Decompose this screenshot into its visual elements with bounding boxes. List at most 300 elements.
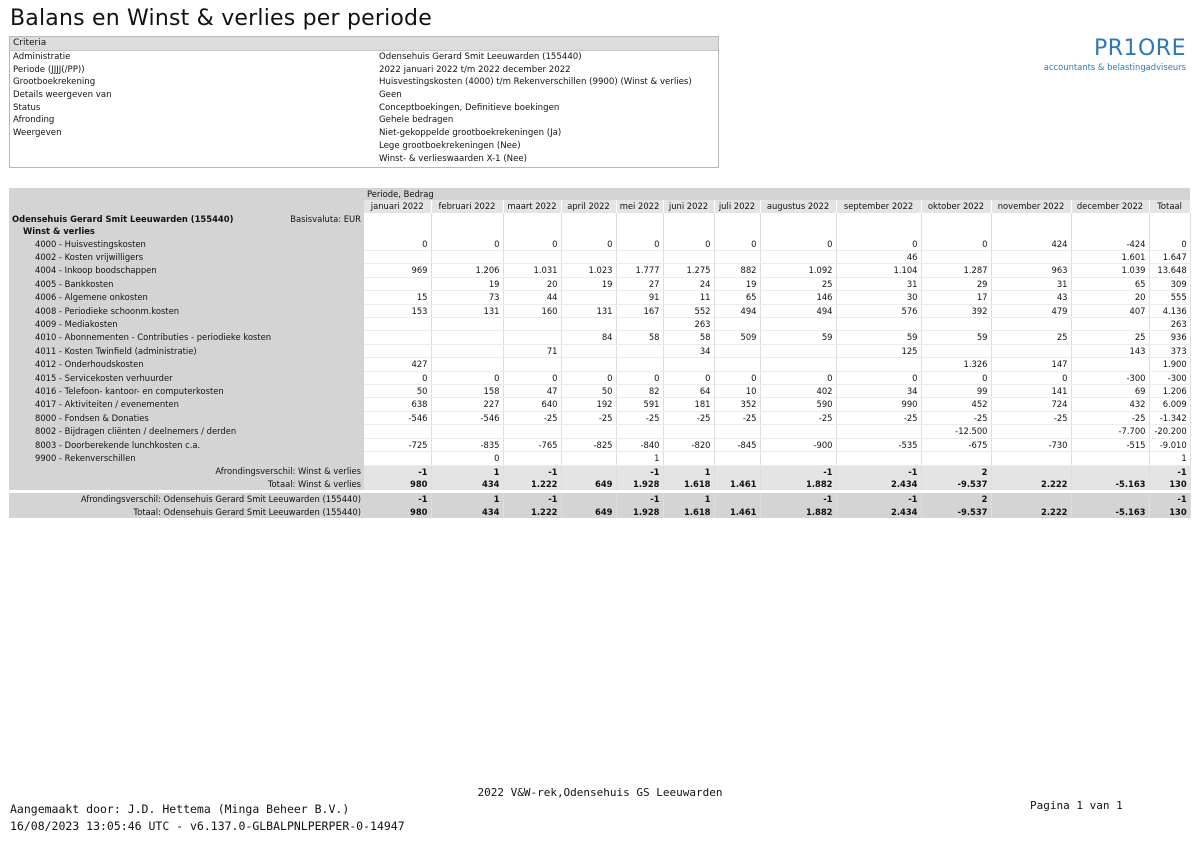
amount-cell: 555 bbox=[1149, 291, 1190, 304]
column-header: december 2022 bbox=[1071, 200, 1149, 212]
amount-cell: 0 bbox=[714, 238, 760, 251]
amount-cell: -300 bbox=[1149, 371, 1190, 384]
amount-cell: -840 bbox=[616, 438, 663, 451]
amount-cell bbox=[616, 344, 663, 357]
amount-cell bbox=[760, 251, 836, 264]
empty-cell bbox=[503, 213, 561, 225]
amount-cell: 50 bbox=[364, 385, 431, 398]
amount-cell: -25 bbox=[991, 411, 1071, 424]
amount-cell: -546 bbox=[364, 411, 431, 424]
account-label: 8003 - Doorberekende lunchkosten c.a. bbox=[9, 438, 364, 451]
account-label: 4004 - Inkoop boodschappen bbox=[9, 264, 364, 277]
amount-cell: -300 bbox=[1071, 371, 1149, 384]
amount-cell: -845 bbox=[714, 438, 760, 451]
amount-cell: 19 bbox=[431, 277, 503, 290]
amount-cell: 494 bbox=[760, 304, 836, 317]
amount-cell bbox=[921, 318, 991, 331]
account-label: 4009 - Mediakosten bbox=[9, 318, 364, 331]
criteria-key bbox=[10, 140, 379, 153]
criteria-row bbox=[10, 140, 718, 153]
amount-cell: 1.882 bbox=[760, 478, 836, 490]
criteria-row bbox=[10, 102, 718, 115]
amount-cell: 2.222 bbox=[991, 506, 1071, 518]
amount-cell: 46 bbox=[836, 251, 921, 264]
amount-cell bbox=[431, 331, 503, 344]
amount-cell: 1.104 bbox=[836, 264, 921, 277]
amount-cell: 11 bbox=[663, 291, 714, 304]
amount-cell bbox=[991, 318, 1071, 331]
criteria-row bbox=[10, 64, 718, 77]
amount-cell: 153 bbox=[364, 304, 431, 317]
empty-cell bbox=[714, 225, 760, 237]
amount-cell: -1 bbox=[760, 465, 836, 478]
amount-cell bbox=[1071, 358, 1149, 371]
amount-cell: -1 bbox=[836, 465, 921, 478]
criteria-key: Weergeven bbox=[13, 128, 62, 139]
empty-cell bbox=[663, 225, 714, 237]
org-row bbox=[9, 213, 1190, 225]
subtotal-row bbox=[9, 478, 1190, 490]
amount-cell: 591 bbox=[616, 398, 663, 411]
amount-cell bbox=[616, 318, 663, 331]
column-header: september 2022 bbox=[836, 200, 921, 212]
amount-cell bbox=[561, 465, 616, 478]
amount-cell bbox=[616, 425, 663, 438]
amount-cell: 82 bbox=[616, 385, 663, 398]
grandtotal-rounding-row bbox=[9, 493, 1190, 505]
amount-cell: 0 bbox=[714, 371, 760, 384]
amount-cell bbox=[836, 452, 921, 465]
amount-cell: 31 bbox=[991, 277, 1071, 290]
amount-cell bbox=[836, 425, 921, 438]
amount-cell: 0 bbox=[836, 238, 921, 251]
amount-cell: 4.136 bbox=[1149, 304, 1190, 317]
amount-cell: 0 bbox=[503, 238, 561, 251]
empty-cell bbox=[561, 225, 616, 237]
column-header: maart 2022 bbox=[503, 200, 561, 212]
amount-cell: -1 bbox=[836, 493, 921, 505]
amount-cell: 25 bbox=[991, 331, 1071, 344]
empty-cell bbox=[616, 225, 663, 237]
logo-tagline: accountants & belastingadviseurs bbox=[1043, 62, 1186, 72]
criteria-value: Conceptboekingen, Definitieve boekingen bbox=[379, 102, 560, 113]
amount-cell bbox=[663, 425, 714, 438]
amount-cell: -515 bbox=[1071, 438, 1149, 451]
column-header: juni 2022 bbox=[663, 200, 714, 212]
amount-cell bbox=[1071, 465, 1149, 478]
amount-cell: 181 bbox=[663, 398, 714, 411]
amount-cell: 1.039 bbox=[1071, 264, 1149, 277]
amount-cell: -25 bbox=[921, 411, 991, 424]
amount-cell: 432 bbox=[1071, 398, 1149, 411]
amount-cell: 71 bbox=[503, 344, 561, 357]
amount-cell: 407 bbox=[1071, 304, 1149, 317]
amount-cell: 0 bbox=[364, 238, 431, 251]
amount-cell bbox=[561, 251, 616, 264]
amount-cell: 59 bbox=[836, 331, 921, 344]
amount-cell: 0 bbox=[431, 238, 503, 251]
column-header: mei 2022 bbox=[616, 200, 663, 212]
amount-cell: -725 bbox=[364, 438, 431, 451]
section-row bbox=[9, 225, 1190, 237]
amount-cell: 1.461 bbox=[714, 506, 760, 518]
amount-cell: 1.326 bbox=[921, 358, 991, 371]
subtotal-rounding-row-label: Afrondingsverschil: Winst & verlies bbox=[9, 465, 364, 478]
amount-cell: 58 bbox=[663, 331, 714, 344]
column-header: juli 2022 bbox=[714, 200, 760, 212]
amount-cell: -675 bbox=[921, 438, 991, 451]
amount-cell: -1 bbox=[503, 493, 561, 505]
amount-cell bbox=[364, 277, 431, 290]
amount-cell: 402 bbox=[760, 385, 836, 398]
amount-cell bbox=[991, 493, 1071, 505]
amount-cell: -25 bbox=[760, 411, 836, 424]
amount-cell bbox=[503, 318, 561, 331]
amount-cell bbox=[836, 358, 921, 371]
criteria-value: Odensehuis Gerard Smit Leeuwarden (155440) bbox=[379, 52, 582, 62]
report-table bbox=[9, 188, 1191, 518]
criteria-key: Details weergeven van bbox=[13, 90, 112, 101]
criteria-value: Huisvestingskosten (4000) t/m Rekenverschillen (9900) (Winst & verlies) bbox=[379, 77, 692, 88]
amount-cell: 146 bbox=[760, 291, 836, 304]
criteria-key: Administratie bbox=[13, 52, 71, 62]
account-label: 4002 - Kosten vrijwilligers bbox=[9, 251, 364, 264]
amount-cell: 141 bbox=[991, 385, 1071, 398]
amount-cell: 424 bbox=[991, 238, 1071, 251]
amount-cell: 0 bbox=[663, 238, 714, 251]
account-label: 4005 - Bankkosten bbox=[9, 277, 364, 290]
amount-cell: 24 bbox=[663, 277, 714, 290]
logo-brand: PR1ORE bbox=[1093, 36, 1186, 61]
amount-cell: -25 bbox=[503, 411, 561, 424]
amount-cell bbox=[760, 452, 836, 465]
criteria-value: Gehele bedragen bbox=[379, 115, 454, 126]
amount-cell bbox=[431, 425, 503, 438]
amount-cell: 434 bbox=[431, 506, 503, 518]
amount-cell: 576 bbox=[836, 304, 921, 317]
amount-cell: 352 bbox=[714, 398, 760, 411]
amount-cell bbox=[714, 493, 760, 505]
amount-cell bbox=[1071, 493, 1149, 505]
amount-cell bbox=[714, 358, 760, 371]
header-row-period bbox=[9, 188, 1190, 200]
amount-cell: 65 bbox=[714, 291, 760, 304]
amount-cell: 649 bbox=[561, 506, 616, 518]
amount-cell: 31 bbox=[836, 277, 921, 290]
empty-cell bbox=[921, 213, 991, 225]
amount-cell bbox=[921, 452, 991, 465]
amount-cell bbox=[760, 358, 836, 371]
table-row bbox=[9, 264, 1190, 277]
amount-cell: 25 bbox=[1071, 331, 1149, 344]
amount-cell bbox=[760, 344, 836, 357]
table-row bbox=[9, 385, 1190, 398]
account-label: 4016 - Telefoon- kantoor- en computerkosten bbox=[9, 385, 364, 398]
criteria-value: Geen bbox=[379, 90, 402, 101]
currency-label: Basisvaluta: EUR bbox=[290, 213, 361, 224]
amount-cell: 1.777 bbox=[616, 264, 663, 277]
amount-cell: 0 bbox=[616, 371, 663, 384]
amount-cell: 0 bbox=[991, 371, 1071, 384]
amount-cell bbox=[364, 251, 431, 264]
empty-cell bbox=[836, 213, 921, 225]
amount-cell: 34 bbox=[836, 385, 921, 398]
amount-cell: 373 bbox=[1149, 344, 1190, 357]
column-header: februari 2022 bbox=[431, 200, 503, 212]
amount-cell bbox=[663, 251, 714, 264]
amount-cell bbox=[714, 344, 760, 357]
header-corner bbox=[9, 200, 364, 212]
amount-cell: -25 bbox=[616, 411, 663, 424]
amount-cell: 130 bbox=[1149, 506, 1190, 518]
empty-cell bbox=[1149, 213, 1190, 225]
grandtotal-row-label: Totaal: Odensehuis Gerard Smit Leeuwarden (155440) bbox=[9, 506, 364, 518]
amount-cell bbox=[991, 344, 1071, 357]
amount-cell: 29 bbox=[921, 277, 991, 290]
amount-cell: -1 bbox=[1149, 465, 1190, 478]
criteria-row bbox=[10, 89, 718, 102]
column-header: augustus 2022 bbox=[760, 200, 836, 212]
amount-cell: -835 bbox=[431, 438, 503, 451]
amount-cell: -25 bbox=[561, 411, 616, 424]
amount-cell: 64 bbox=[663, 385, 714, 398]
empty-cell bbox=[561, 213, 616, 225]
table-row bbox=[9, 344, 1190, 357]
amount-cell: -1 bbox=[616, 493, 663, 505]
amount-cell: 131 bbox=[561, 304, 616, 317]
amount-cell bbox=[663, 452, 714, 465]
account-label: 8002 - Bijdragen cliënten / deelnemers / derden bbox=[9, 425, 364, 438]
amount-cell: 1.206 bbox=[1149, 385, 1190, 398]
page-title: Balans en Winst & verlies per periode bbox=[10, 6, 432, 31]
amount-cell bbox=[431, 318, 503, 331]
amount-cell: 130 bbox=[1149, 478, 1190, 490]
amount-cell bbox=[714, 318, 760, 331]
amount-cell: 980 bbox=[364, 506, 431, 518]
footer-page-number: Pagina 1 van 1 bbox=[1030, 799, 1123, 812]
amount-cell: 0 bbox=[663, 371, 714, 384]
amount-cell: 143 bbox=[1071, 344, 1149, 357]
table-row bbox=[9, 277, 1190, 290]
amount-cell bbox=[616, 358, 663, 371]
empty-cell bbox=[991, 213, 1071, 225]
empty-cell bbox=[364, 225, 431, 237]
amount-cell: 1.275 bbox=[663, 264, 714, 277]
amount-cell: 19 bbox=[561, 277, 616, 290]
period-header: Periode, Bedrag bbox=[364, 188, 1190, 200]
amount-cell: 59 bbox=[760, 331, 836, 344]
amount-cell bbox=[561, 291, 616, 304]
amount-cell: 65 bbox=[1071, 277, 1149, 290]
account-label: 4012 - Onderhoudskosten bbox=[9, 358, 364, 371]
amount-cell bbox=[503, 425, 561, 438]
amount-cell: 434 bbox=[431, 478, 503, 490]
amount-cell: -900 bbox=[760, 438, 836, 451]
amount-cell: -12.500 bbox=[921, 425, 991, 438]
amount-cell: -825 bbox=[561, 438, 616, 451]
empty-cell bbox=[1149, 225, 1190, 237]
amount-cell: 19 bbox=[714, 277, 760, 290]
amount-cell: 0 bbox=[431, 371, 503, 384]
amount-cell: 0 bbox=[836, 371, 921, 384]
footer-created-by: Aangemaakt door: J.D. Hettema (Minga Beheer B.V.) bbox=[10, 802, 350, 816]
amount-cell: 552 bbox=[663, 304, 714, 317]
amount-cell: 263 bbox=[1149, 318, 1190, 331]
criteria-row bbox=[10, 114, 718, 127]
amount-cell: 427 bbox=[364, 358, 431, 371]
amount-cell: -25 bbox=[714, 411, 760, 424]
amount-cell: 0 bbox=[1149, 238, 1190, 251]
amount-cell: -25 bbox=[836, 411, 921, 424]
amount-cell bbox=[364, 452, 431, 465]
amount-cell: -1 bbox=[364, 465, 431, 478]
amount-cell: 1.092 bbox=[760, 264, 836, 277]
amount-cell: -1 bbox=[760, 493, 836, 505]
amount-cell: 640 bbox=[503, 398, 561, 411]
criteria-row bbox=[10, 153, 718, 166]
table-row bbox=[9, 331, 1190, 344]
amount-cell: 58 bbox=[616, 331, 663, 344]
amount-cell bbox=[503, 251, 561, 264]
amount-cell: 1 bbox=[616, 452, 663, 465]
amount-cell: -9.010 bbox=[1149, 438, 1190, 451]
amount-cell: -1 bbox=[1149, 493, 1190, 505]
criteria-key: Grootboekrekening bbox=[13, 77, 96, 88]
table-row bbox=[9, 318, 1190, 331]
amount-cell: 590 bbox=[760, 398, 836, 411]
amount-cell bbox=[991, 465, 1071, 478]
amount-cell: -535 bbox=[836, 438, 921, 451]
amount-cell bbox=[836, 318, 921, 331]
amount-cell: 1 bbox=[1149, 452, 1190, 465]
amount-cell: 34 bbox=[663, 344, 714, 357]
criteria-key bbox=[10, 153, 379, 166]
table-row bbox=[9, 238, 1190, 251]
criteria-row bbox=[10, 76, 718, 89]
amount-cell bbox=[431, 358, 503, 371]
empty-cell bbox=[431, 225, 503, 237]
empty-cell bbox=[364, 213, 431, 225]
amount-cell: -820 bbox=[663, 438, 714, 451]
table-row bbox=[9, 398, 1190, 411]
table-row bbox=[9, 304, 1190, 317]
criteria-key: Periode (JJJJ(/PP)) bbox=[13, 64, 85, 75]
empty-cell bbox=[1071, 225, 1149, 237]
amount-cell: 0 bbox=[503, 371, 561, 384]
amount-cell: -9.537 bbox=[921, 478, 991, 490]
amount-cell: -1 bbox=[364, 493, 431, 505]
column-header: Totaal bbox=[1149, 200, 1190, 212]
footer-timestamp: 16/08/2023 13:05:46 UTC - v6.137.0-GLBALPNLPERPER-0-14947 bbox=[10, 819, 405, 833]
criteria-value: Niet-gekoppelde grootboekrekeningen (Ja) bbox=[379, 128, 562, 139]
amount-cell: 69 bbox=[1071, 385, 1149, 398]
amount-cell: 1.461 bbox=[714, 478, 760, 490]
amount-cell: -424 bbox=[1071, 238, 1149, 251]
amount-cell: 0 bbox=[760, 371, 836, 384]
amount-cell bbox=[1071, 318, 1149, 331]
empty-cell bbox=[921, 225, 991, 237]
amount-cell: 963 bbox=[991, 264, 1071, 277]
amount-cell bbox=[760, 318, 836, 331]
amount-cell: 1.023 bbox=[561, 264, 616, 277]
amount-cell: 59 bbox=[921, 331, 991, 344]
criteria-header: Criteria bbox=[10, 37, 718, 51]
amount-cell bbox=[431, 251, 503, 264]
amount-cell: -1 bbox=[616, 465, 663, 478]
amount-cell bbox=[714, 452, 760, 465]
amount-cell: -1.342 bbox=[1149, 411, 1190, 424]
amount-cell: 1.222 bbox=[503, 506, 561, 518]
amount-cell: 0 bbox=[561, 238, 616, 251]
amount-cell: 1.647 bbox=[1149, 251, 1190, 264]
amount-cell bbox=[364, 331, 431, 344]
amount-cell bbox=[663, 358, 714, 371]
column-header: oktober 2022 bbox=[921, 200, 991, 212]
amount-cell: 2.222 bbox=[991, 478, 1071, 490]
amount-cell: 20 bbox=[1071, 291, 1149, 304]
amount-cell: 0 bbox=[921, 238, 991, 251]
grandtotal-row bbox=[9, 506, 1190, 518]
amount-cell: 20 bbox=[503, 277, 561, 290]
amount-cell: 167 bbox=[616, 304, 663, 317]
amount-cell: 160 bbox=[503, 304, 561, 317]
amount-cell: 0 bbox=[616, 238, 663, 251]
empty-cell bbox=[431, 213, 503, 225]
org-name: Odensehuis Gerard Smit Leeuwarden (155440) bbox=[12, 213, 234, 224]
column-header: november 2022 bbox=[991, 200, 1071, 212]
amount-cell: 2.434 bbox=[836, 478, 921, 490]
amount-cell: 17 bbox=[921, 291, 991, 304]
amount-cell: 99 bbox=[921, 385, 991, 398]
amount-cell bbox=[714, 425, 760, 438]
amount-cell: -730 bbox=[991, 438, 1071, 451]
amount-cell: 91 bbox=[616, 291, 663, 304]
amount-cell: 1.031 bbox=[503, 264, 561, 277]
table-row bbox=[9, 411, 1190, 424]
amount-cell: 882 bbox=[714, 264, 760, 277]
amount-cell: 27 bbox=[616, 277, 663, 290]
amount-cell: 1 bbox=[431, 493, 503, 505]
amount-cell bbox=[364, 318, 431, 331]
amount-cell: 192 bbox=[561, 398, 616, 411]
amount-cell bbox=[991, 452, 1071, 465]
amount-cell: 0 bbox=[431, 452, 503, 465]
amount-cell: 1.618 bbox=[663, 478, 714, 490]
amount-cell: 649 bbox=[561, 478, 616, 490]
amount-cell: 2.434 bbox=[836, 506, 921, 518]
account-label: 8000 - Fondsen & Donaties bbox=[9, 411, 364, 424]
account-label: 4011 - Kosten Twinfield (administratie) bbox=[9, 344, 364, 357]
amount-cell: 479 bbox=[991, 304, 1071, 317]
amount-cell: 263 bbox=[663, 318, 714, 331]
footer-report-name: 2022 V&W-rek,Odensehuis GS Leeuwarden bbox=[477, 786, 723, 799]
empty-cell bbox=[1071, 213, 1149, 225]
amount-cell: 0 bbox=[364, 371, 431, 384]
amount-cell: 227 bbox=[431, 398, 503, 411]
subtotal-row-label: Totaal: Winst & verlies bbox=[9, 478, 364, 490]
amount-cell: -25 bbox=[1071, 411, 1149, 424]
amount-cell: 73 bbox=[431, 291, 503, 304]
amount-cell: 13.648 bbox=[1149, 264, 1190, 277]
amount-cell: 0 bbox=[760, 238, 836, 251]
amount-cell: -7.700 bbox=[1071, 425, 1149, 438]
header-row-months bbox=[9, 200, 1190, 212]
criteria-value: 2022 januari 2022 t/m 2022 december 2022 bbox=[379, 64, 571, 75]
criteria-row bbox=[10, 127, 718, 140]
section-label: Winst & verlies bbox=[9, 225, 364, 237]
account-label: 9900 - Rekenverschillen bbox=[9, 452, 364, 465]
table-row bbox=[9, 251, 1190, 264]
